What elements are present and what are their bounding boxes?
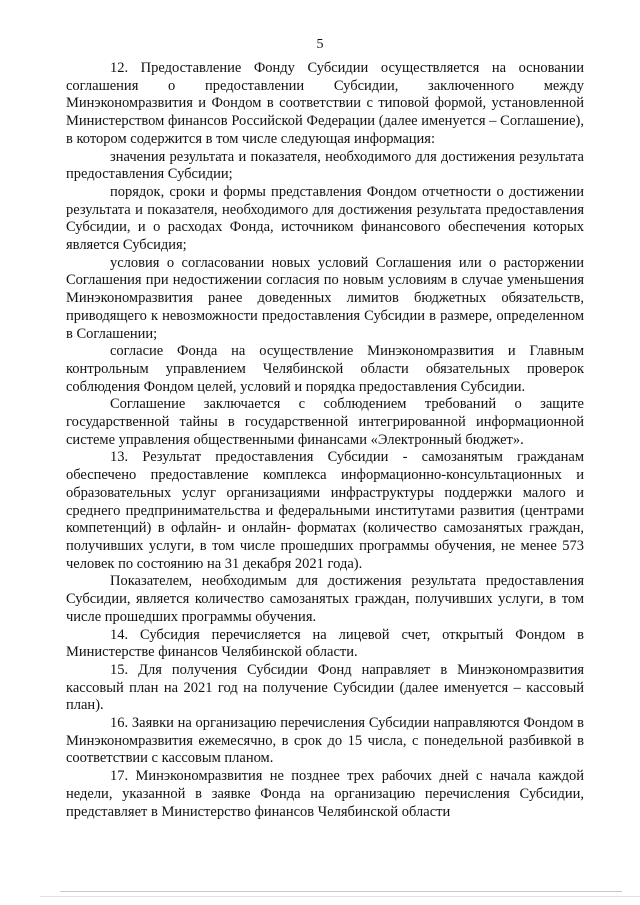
document-body (66, 60, 584, 821)
paragraph-agreement-secrecy: Соглашение заключается с соблюдением требований о защите государственной тайны в государственной интегрированной информационной системе управления общественными финансами «Электронный бюджет». (66, 396, 584, 448)
paragraph-12-item-terms-change: условия о согласовании новых условий Соглашения или о расторжении Соглашения при недостижении согласия по новым условиям в случае уменьшения Минэкономразвития ранее доведенных лимитов бюджетных обязательств, приводящего к невозможности предоставления Субсидии в размере, определенном в Соглашении; (66, 254, 584, 342)
page-number: 5 (316, 37, 324, 52)
paragraph-17: 17. Минэкономразвития не позднее трех рабочих дней с начала каждой недели, указанной в заявке Фонда на организацию перечисления Субсидии, представляет в Министерство финансов Челябинской области (66, 768, 584, 820)
paragraph-15: 15. Для получения Субсидии Фонд направляет в Минэкономразвития кассовый план на 2021 год на получение Субсидии (далее именуется – кассовый план). (66, 661, 584, 714)
paragraph-14: 14. Субсидия перечисляется на лицевой счет, открытый Фондом в Министерстве финансов Челябинской области. (66, 626, 584, 661)
paragraph-12-item-reporting: порядок, сроки и формы представления Фондом отчетности о достижении результата и показателя, необходимого для достижения результата предоставления Субсидии, и о расходах Фонда, источником финансового обеспечения которых является Субсидия; (66, 183, 584, 254)
paragraph-12: 12. Предоставление Фонду Субсидии осуществляется на основании соглашения о предоставлении Субсидии, заключенного между Минэкономразвития и Фондом в соответствии с типовой формой, установленной Министерством финансов Российской Федерации (далее именуется – Соглашение), в котором содержится в том числе следующая информация: (66, 60, 584, 147)
paragraph-13-indicator: Показателем, необходимым для достижения результата предоставления Субсидии, является количество самозанятых граждан, получивших услуги, в том числе прошедших программы обучения. (66, 573, 584, 625)
scan-edge-line-secondary (40, 896, 640, 897)
paragraph-12-item-inspections: согласие Фонда на осуществление Минэкономразвития и Главным контрольным управлением Челябинской области обязательных проверок соблюдения Фондом целей, условий и порядка предоставления Субсидии. (66, 343, 584, 395)
scan-edge-line (60, 891, 622, 892)
paragraph-12-item-result-values: значения результата и показателя, необходимого для достижения результата предоставления Субсидии; (66, 148, 584, 183)
paragraph-16: 16. Заявки на организацию перечисления Субсидии направляются Фондом в Минэкономразвития ежемесячно, в срок до 15 числа, с понедельной разбивкой в соответствии с кассовым планом. (66, 715, 584, 767)
paragraph-13: 13. Результат предоставления Субсидии - самозанятым гражданам обеспечено предоставление комплекса информационно-консультационных и образовательных услуг организациями инфраструктуры поддержки малого и среднего предпринимательства и федеральными институтами развития (центрами компетенций) в офлайн- и онлайн- форматах (количество самозанятых граждан, получивших услуги, в том числе прошедших программы обучения, не менее 573 человек по состоянию на 31 декабря 2021 года). (66, 449, 584, 572)
